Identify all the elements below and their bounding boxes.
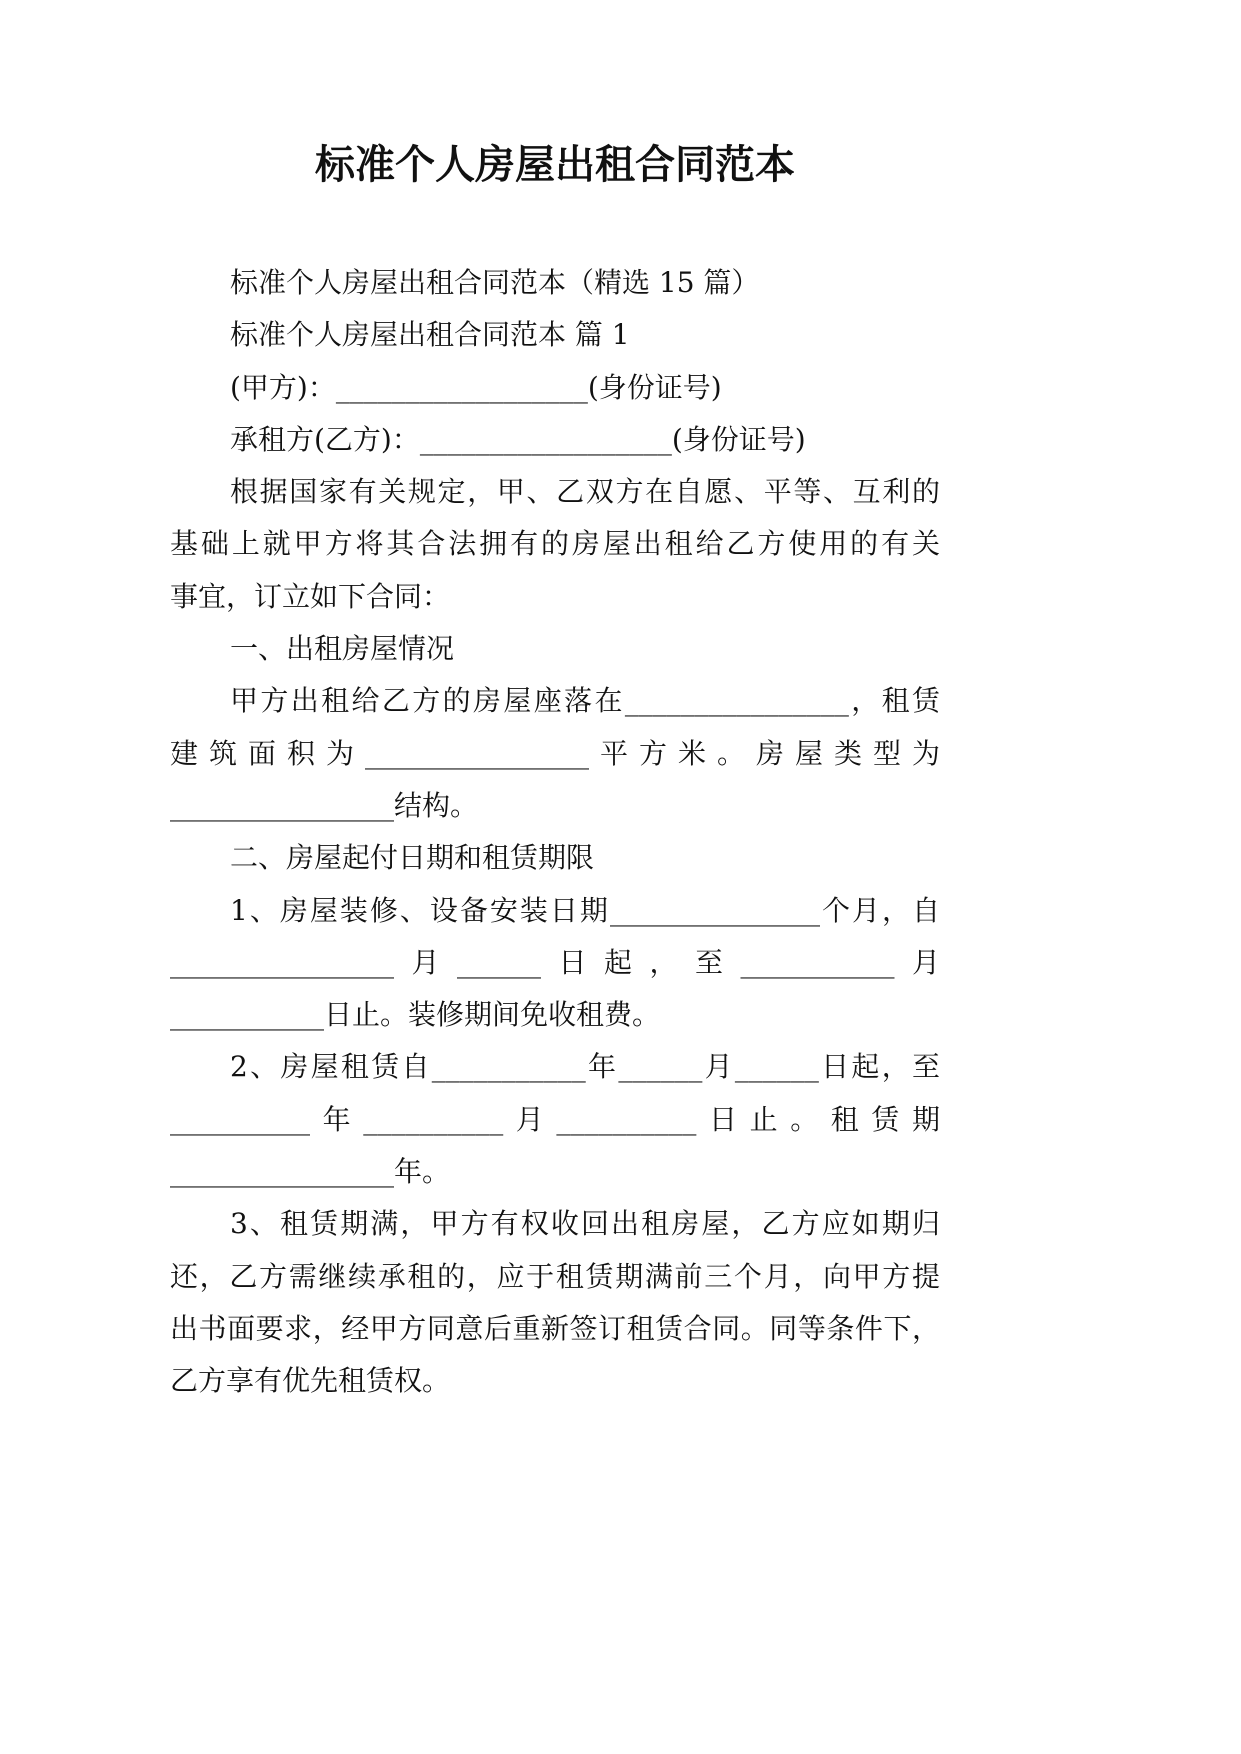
preamble-paragraph xyxy=(170,466,940,623)
party-a-line: (甲方)：__________________(身份证号) xyxy=(230,370,722,404)
clause-1 xyxy=(170,885,940,1042)
paragraph-line: 建筑面积为________________平方米。房屋类型为 xyxy=(170,736,940,770)
clause-line: ___________日止。装修期间免收租费。 xyxy=(170,998,661,1032)
parties-block xyxy=(170,362,940,467)
document-title: 标准个人房屋出租合同范本 xyxy=(315,141,795,188)
clause-3 xyxy=(170,1198,940,1407)
section-heading: 一、出租房屋情况 xyxy=(230,632,455,666)
paragraph-line: 事宜，订立如下合同： xyxy=(170,579,451,613)
clause-line: 3、租赁期满，甲方有权收回出租房屋，乙方应如期归 xyxy=(230,1207,940,1241)
party-b-line: 承租方(乙方)：__________________(身份证号) xyxy=(230,422,806,456)
document-body xyxy=(170,257,940,1408)
section-1 xyxy=(170,623,940,832)
clause-line: 乙方享有优先租赁权。 xyxy=(170,1364,451,1398)
clause-2 xyxy=(170,1041,940,1198)
section-heading: 二、房屋起付日期和租赁期限 xyxy=(230,841,595,875)
paragraph-line: 根据国家有关规定，甲、乙双方在自愿、平等、互利的 xyxy=(230,475,940,509)
paragraph-line: 甲方出租给乙方的房屋座落在________________，租赁 xyxy=(230,684,940,718)
clause-line: 2、房屋租赁自___________年______月______日起，至 xyxy=(230,1050,940,1084)
paragraph-line: ________________结构。 xyxy=(170,788,479,822)
paragraph-line: 基础上就甲方将其合法拥有的房屋出租给乙方使用的有关 xyxy=(170,527,940,561)
section-2 xyxy=(170,832,940,1407)
subtitle: 标准个人房屋出租合同范本（精选 15 篇） xyxy=(230,266,760,299)
clause-line: 还，乙方需继续承租的，应于租赁期满前三个月，向甲方提 xyxy=(170,1259,940,1293)
clause-line: ________________月______日起，至___________月 xyxy=(170,945,940,979)
clause-line: __________年__________月__________日止。租赁期 xyxy=(170,1102,940,1136)
article-heading: 标准个人房屋出租合同范本 篇 1 xyxy=(230,318,630,352)
clause-line: ________________年。 xyxy=(170,1155,451,1189)
clause-line: 出书面要求，经甲方同意后重新签订租赁合同。同等条件下， xyxy=(170,1311,940,1345)
clause-line: 1、房屋装修、设备安装日期_______________个月，自 xyxy=(230,893,940,927)
